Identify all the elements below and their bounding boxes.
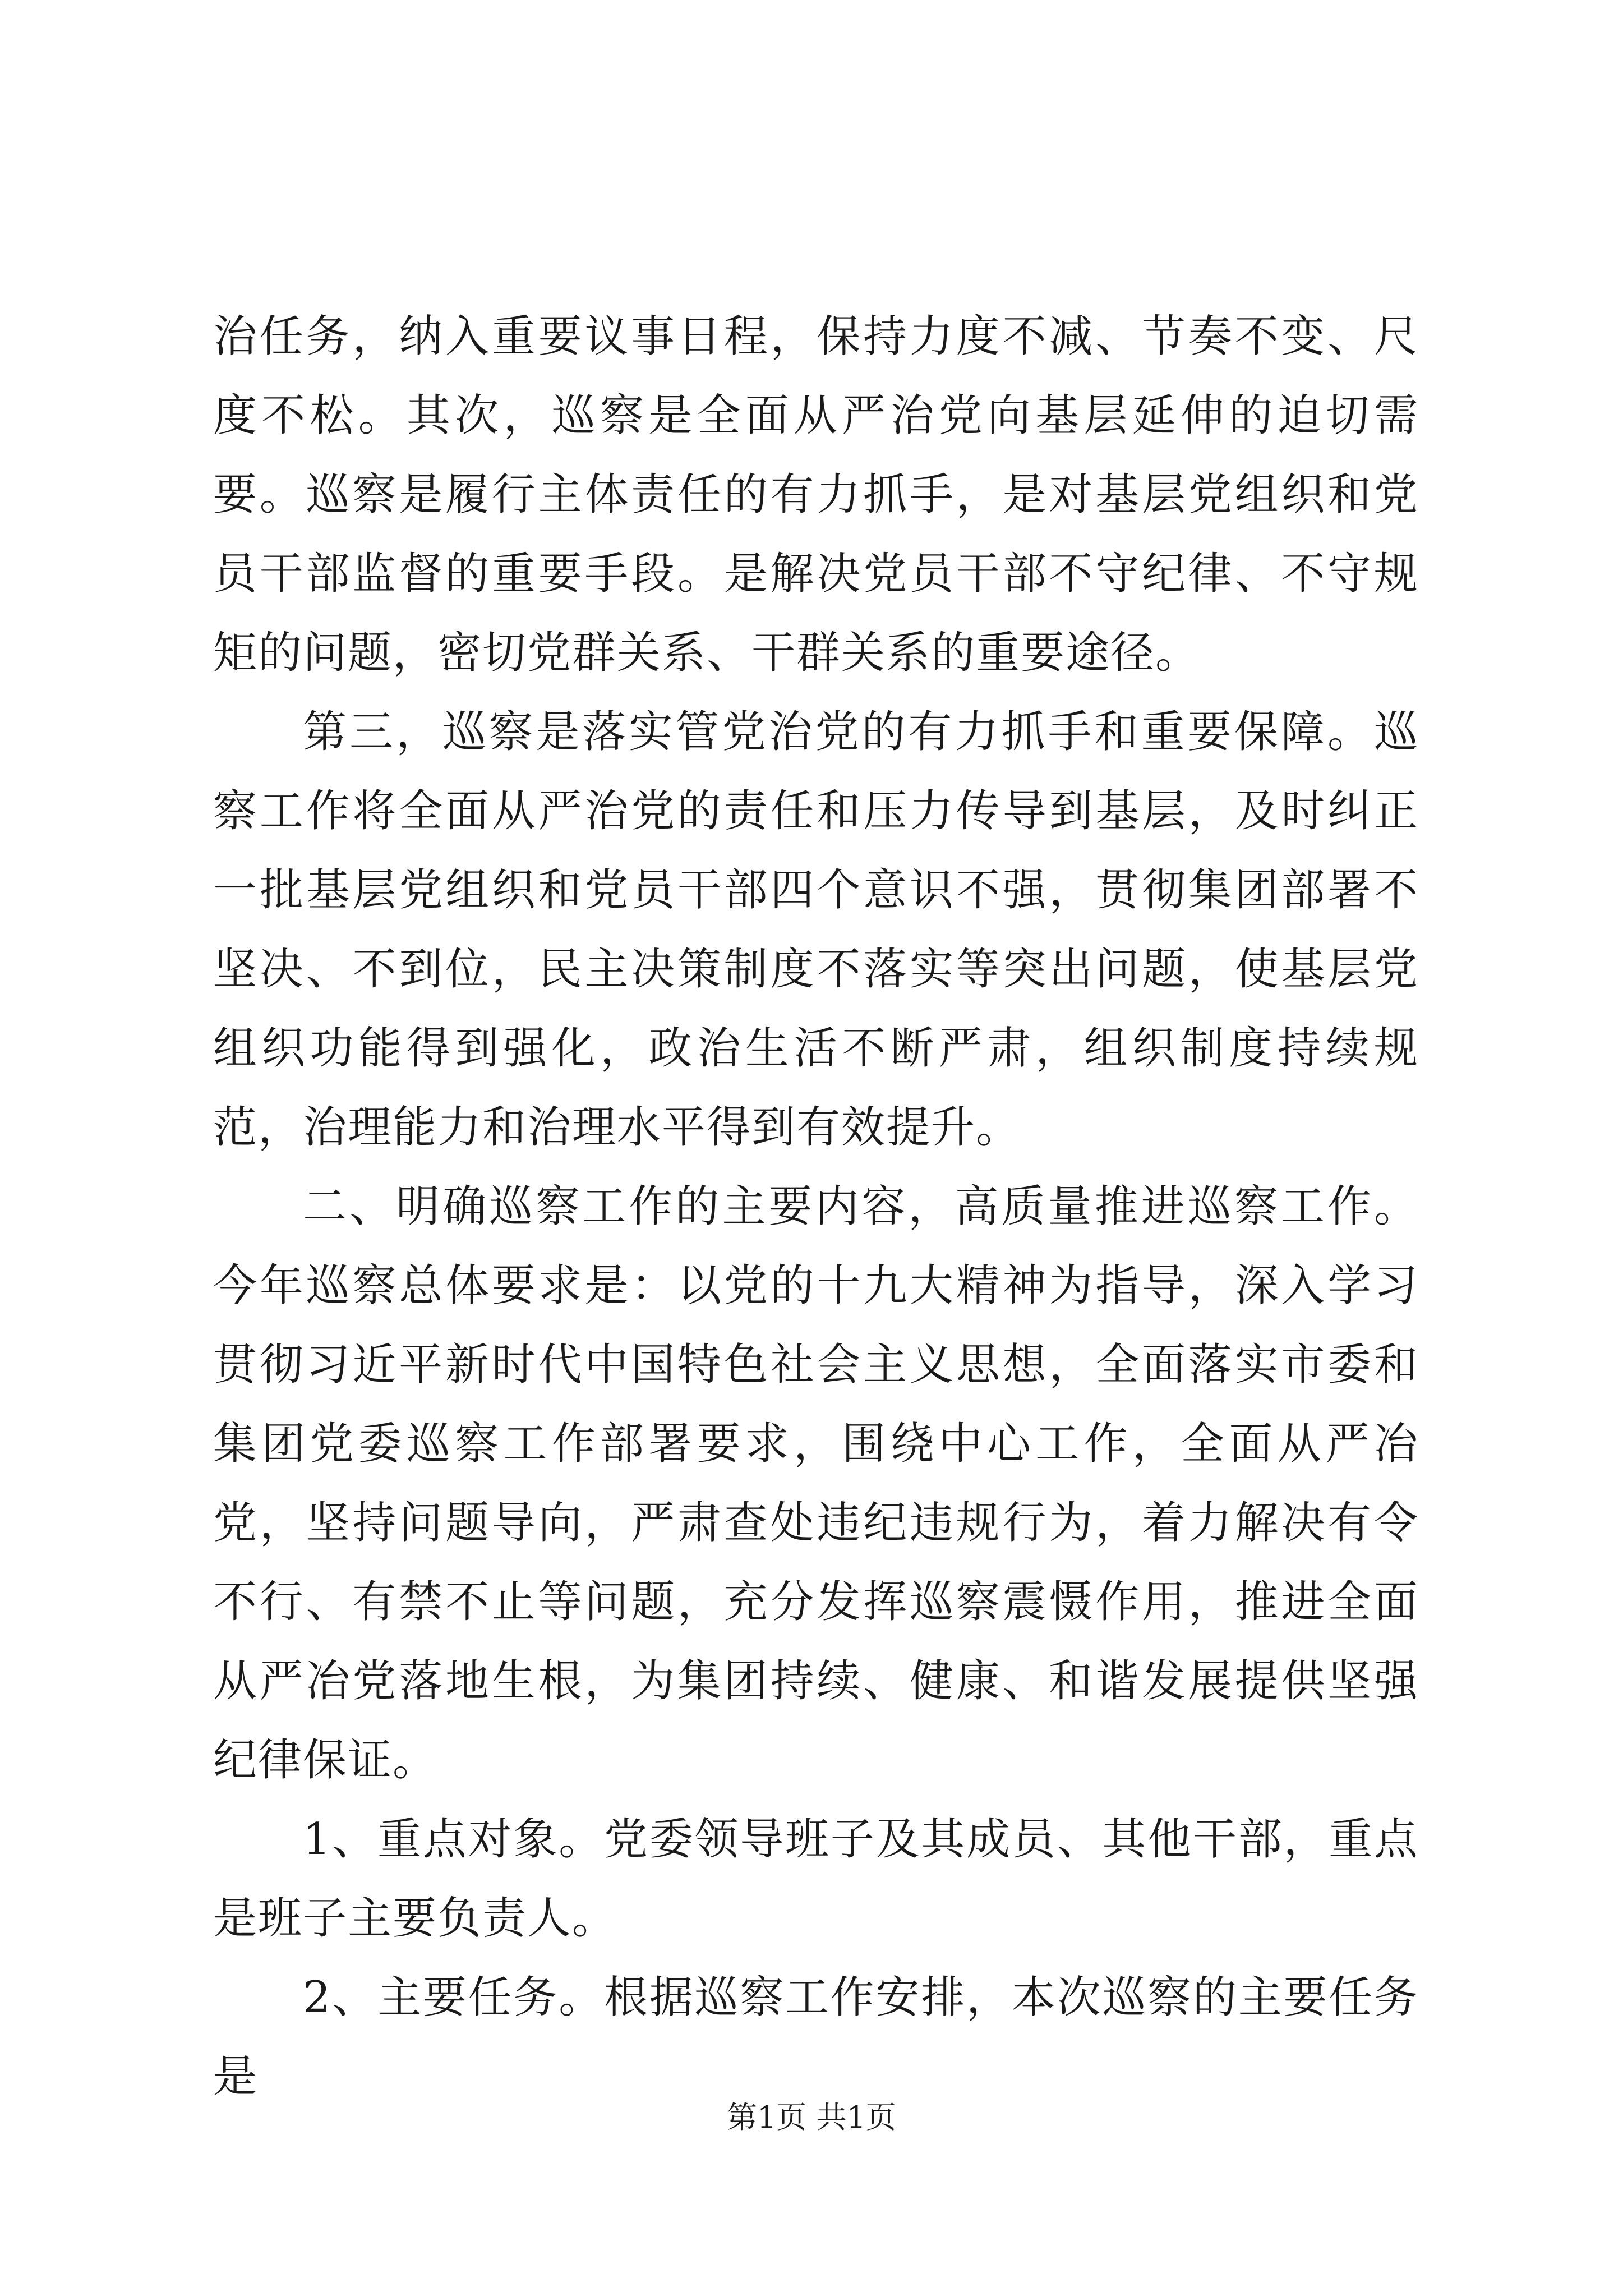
paragraph-main-tasks: 2、主要任务。根据巡察工作安排，本次巡察的主要任务是 [213,1972,1419,2102]
paragraph-third-point: 第三，巡察是落实管党治党的有力抓手和重要保障。巡察工作将全面从严治党的责任和压力传导到基层，及时纠正一批基层党组织和党员干部四个意识不强，贯彻集团部署不坚决、不到位，民主决策制度不落实等突出问题，使基层党组织功能得到强化，政治生活不断严肃，组织制度持续规范，治理能力和治理水平得到有效提升。 [213,707,1419,1153]
paragraph-section-two: 二、明确巡察工作的主要内容，高质量推进巡察工作。今年巡察总体要求是：以党的十九大精神为指导，深入学习贯彻习近平新时代中国特色社会主义思想，全面落实市委和集团党委巡察工作部署要求，围绕中心工作，全面从严冶党，坚持问题导向，严肃查处违纪违规行为，着力解决有令不行、有禁不止等问题，充分发挥巡察震慑作用，推进全面从严冶党落地生根，为集团持续、健康、和谐发展提供坚强纪律保证。 [213,1181,1419,1786]
page-number-footer: 第1页 共1页 [727,2100,896,2135]
paragraph-key-targets: 1、重点对象。党委领导班子及其成员、其他干部，重点是班子主要负责人。 [213,1814,1419,1944]
document-body [213,297,1419,2116]
paragraph-continuation: 治任务，纳入重要议事日程，保持力度不减、节奏不变、尺度不松。其次，巡察是全面从严治党向基层延伸的迫切需要。巡察是履行主体责任的有力抓手，是对基层党组织和党员干部监督的重要手段。是解决党员干部不守纪律、不守规矩的问题，密切党群关系、干群关系的重要途径。 [213,311,1419,678]
